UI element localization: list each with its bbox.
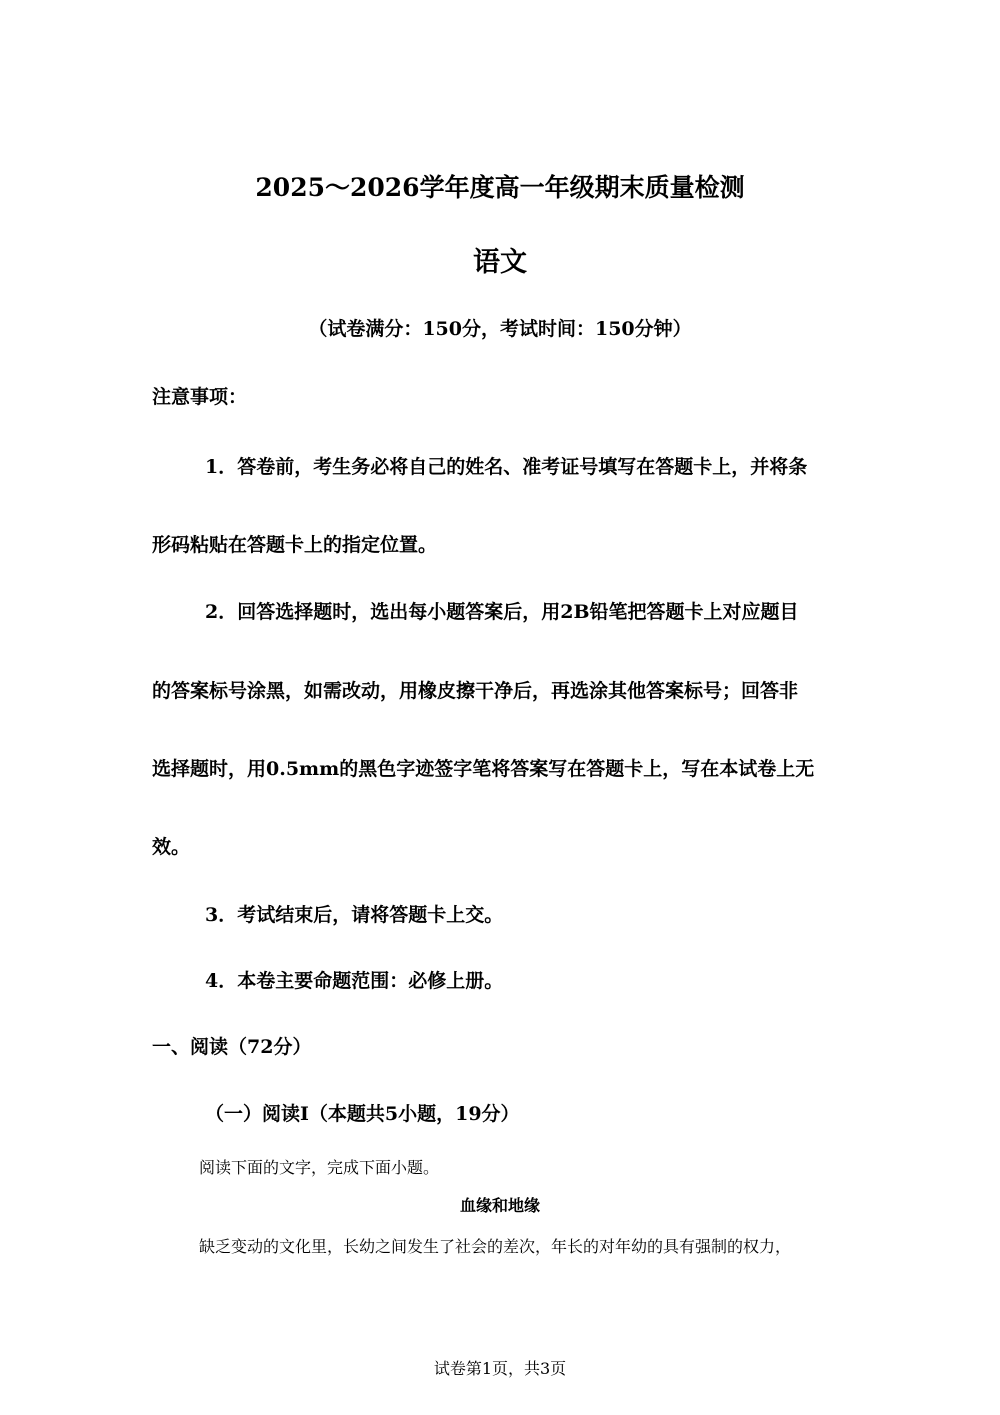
passage-title: 血缘和地缘 [459, 1196, 540, 1215]
notice-item-2-line-3: 选择题时，用0.5mm的黑色字迹签字笔将答案写在答题卡上，写在本试卷上无 [152, 758, 815, 780]
section-heading: 一、阅读（72分） [152, 1036, 312, 1058]
notice-item-2-line-2: 的答案标号涂黑，如需改动，用橡皮擦干净后，再选涂其他答案标号；回答非 [152, 680, 799, 702]
notice-item-2-line-1: 2．回答选择题时，选出每小题答案后，用2B铅笔把答题卡上对应题目 [205, 601, 799, 623]
reading-instruction: 阅读下面的文字，完成下面小题。 [199, 1158, 440, 1177]
score-info: （试卷满分：150分，考试时间：150分钟） [308, 318, 692, 340]
exam-title: 2025～2026学年度高一年级期末质量检测 [255, 173, 745, 202]
page-footer: 试卷第1页，共3页 [433, 1359, 567, 1378]
notice-item-4: 4．本卷主要命题范围：必修上册。 [205, 970, 504, 992]
notice-item-1-line-1: 1．答卷前，考生务必将自己的姓名、准考证号填写在答题卡上，并将条 [205, 456, 808, 478]
passage-text: 缺乏变动的文化里，长幼之间发生了社会的差次，年长的对年幼的具有强制的权力， [199, 1237, 792, 1256]
notice-item-3: 3．考试结束后，请将答题卡上交。 [205, 904, 504, 926]
subject-title: 语文 [473, 247, 527, 278]
notice-item-2-line-4: 效。 [152, 836, 191, 858]
notice-heading: 注意事项： [152, 386, 248, 408]
subsection-heading: （一）阅读Ⅰ（本题共5小题，19分） [205, 1103, 520, 1125]
notice-item-1-line-2: 形码粘贴在答题卡上的指定位置。 [152, 534, 438, 556]
